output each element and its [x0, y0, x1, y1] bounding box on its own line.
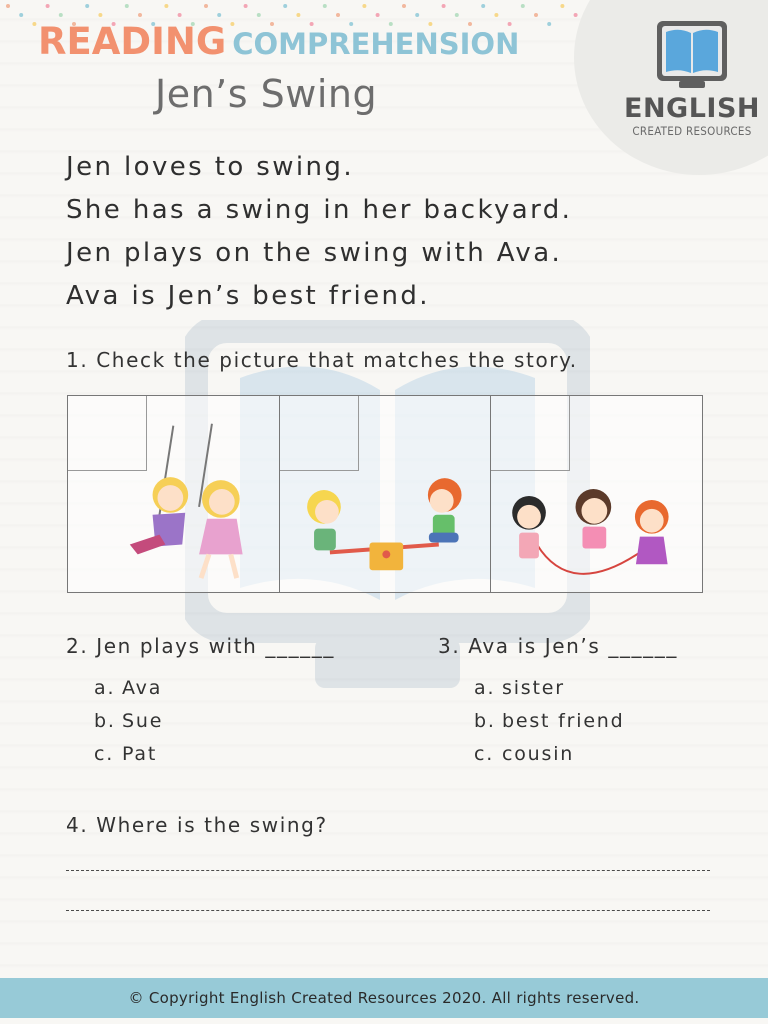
logo-tagline: CREATED RESOURCES: [632, 124, 752, 138]
confetti-dot: [138, 13, 142, 17]
confetti-dot: [32, 22, 36, 26]
confetti-dot: [19, 13, 23, 17]
confetti-dot: [534, 13, 538, 17]
confetti-dot: [560, 4, 564, 8]
option-b[interactable]: b. Sue: [94, 710, 164, 732]
two-girls-on-swing-icon: [68, 396, 279, 592]
confetti-dot: [283, 4, 287, 8]
confetti-dot: [125, 4, 129, 8]
question-4: 4. Where is the swing?: [66, 813, 328, 837]
confetti-dot: [336, 13, 340, 17]
question-2-options: [94, 672, 163, 771]
story-line: She has a swing in her backyard.: [66, 195, 573, 225]
question-3: 3. Ava is Jen’s ______: [438, 634, 678, 658]
picture-choices: [67, 395, 703, 593]
worksheet-heading: [38, 20, 519, 63]
logo-wordmark: ENGLISH: [624, 93, 760, 124]
brand-logo: [622, 18, 762, 138]
confetti-dot: [494, 13, 498, 17]
confetti-dot: [98, 13, 102, 17]
heading-comprehension: COMPREHENSION: [232, 27, 520, 61]
confetti-dot: [6, 4, 10, 8]
confetti-dot: [481, 4, 485, 8]
confetti-dot: [164, 4, 168, 8]
confetti-dot: [204, 4, 208, 8]
story-text: [66, 146, 572, 318]
confetti-dot: [362, 4, 366, 8]
story-title: Jen’s Swing: [155, 72, 378, 116]
option-c[interactable]: c. cousin: [474, 743, 575, 765]
confetti-dot: [521, 4, 525, 8]
question-3-options: [474, 672, 625, 771]
confetti-dot: [323, 4, 327, 8]
open-book-icon: [654, 18, 730, 90]
kids-jumping-rope-icon: [491, 396, 702, 592]
option-c[interactable]: c. Pat: [94, 743, 158, 765]
option-a[interactable]: a. sister: [474, 677, 565, 699]
option-a[interactable]: a. Ava: [94, 677, 163, 699]
confetti-dot: [85, 4, 89, 8]
confetti-dot: [244, 4, 248, 8]
copyright-footer: © Copyright English Created Resources 2020. All rights reserved.: [0, 978, 768, 1018]
answer-line[interactable]: [66, 870, 710, 871]
confetti-dot: [442, 4, 446, 8]
picture-choice-jump-rope[interactable]: [491, 395, 703, 593]
confetti-dot: [257, 13, 261, 17]
kids-on-seesaw-icon: [280, 396, 491, 592]
question-1: 1. Check the picture that matches the story.: [66, 348, 578, 372]
confetti-dot: [178, 13, 182, 17]
confetti-dot: [46, 4, 50, 8]
confetti-dot: [574, 13, 578, 17]
heading-reading: READING: [38, 20, 227, 63]
picture-choice-seesaw[interactable]: [280, 395, 492, 593]
confetti-dot: [59, 13, 63, 17]
confetti-dot: [402, 4, 406, 8]
confetti-dot: [415, 13, 419, 17]
question-2: 2. Jen plays with ______: [66, 634, 335, 658]
option-b[interactable]: b. best friend: [474, 710, 625, 732]
confetti-dot: [217, 13, 221, 17]
story-line: Jen loves to swing.: [66, 152, 354, 182]
story-line: Jen plays on the swing with Ava.: [66, 238, 563, 268]
answer-line[interactable]: [66, 910, 710, 911]
confetti-dot: [376, 13, 380, 17]
story-line: Ava is Jen’s best friend.: [66, 281, 430, 311]
confetti-dot: [455, 13, 459, 17]
picture-choice-swing[interactable]: [67, 395, 280, 593]
confetti-dot: [547, 22, 551, 26]
confetti-dot: [296, 13, 300, 17]
